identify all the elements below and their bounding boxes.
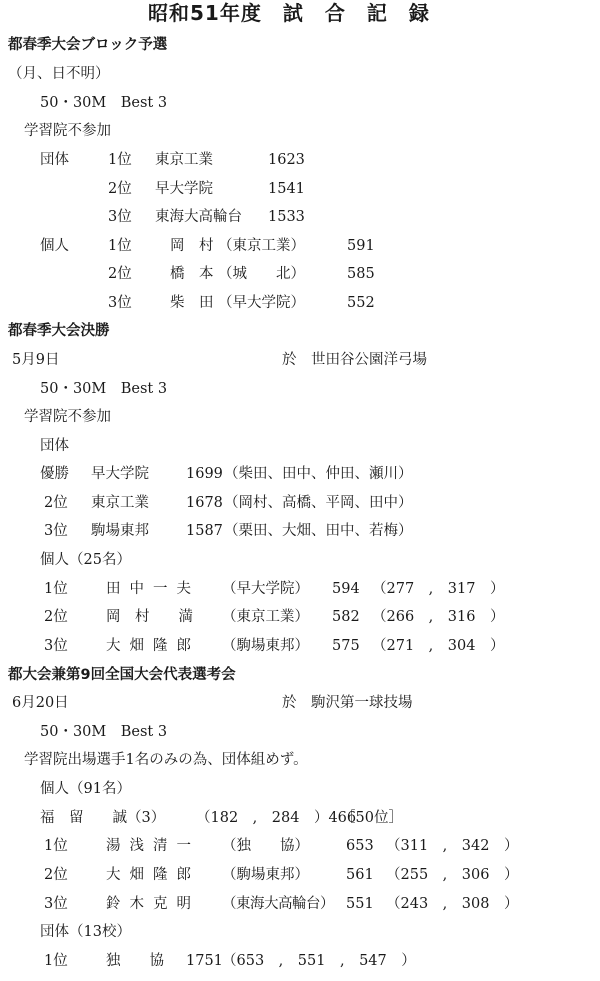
section1-note: 学習院不参加 [24,123,111,139]
section3-venue: 於 駒沢第一球技場 [282,695,413,711]
section2-heading: 都春季大会決勝 [8,323,110,339]
section1-indiv-rank: 3位 [108,295,132,311]
section1-indiv-score: 552 [347,295,375,311]
section2-team-rank: 3位 [44,523,68,539]
section1-indiv-school: （東京工業） [218,238,305,254]
section1-team-name: 東京工業 [155,152,213,168]
section3-indiv-name: 大畑隆郎 [106,867,200,883]
section2-team-score: 1678 [186,495,223,511]
section1-indiv-name: 橋 本 [170,266,214,282]
section1-team-rank: 3位 [108,209,132,225]
section1-indiv-school: （早大学院） [218,295,305,311]
section2-team-rank: 2位 [44,495,68,511]
section1-team-rank: 1位 [108,152,132,168]
section3-indiv-school: （駒場東邦） [222,867,309,883]
section1-indiv-rank: 1位 [108,238,132,254]
section2-indiv-score: 582 [332,609,360,625]
section1-team-score: 1623 [268,152,305,168]
section3-indiv-score: 561 [346,867,374,883]
section3-indiv-score: 653 [346,838,374,854]
section3-team-label: 団体（13校） [40,924,131,940]
section3-indiv-school: （東海大高輪台） [222,896,334,912]
section1-indiv-school: （城 北） [218,266,305,282]
section3-date: 6月20日 [12,695,69,711]
section2-indiv-score: 575 [332,638,360,654]
section1-team-score: 1541 [268,181,305,197]
section2-indiv-label: 個人（25名） [40,552,131,568]
gakushuin-player-place: ［50位］ [341,810,403,826]
section2-team-name: 早大学院 [91,466,149,482]
section2-team-score: 1699 [186,466,223,482]
section2-indiv-school: （駒場東邦） [222,638,309,654]
section2-indiv-detail: （277 , 317 ） [372,581,505,597]
section3-format: 50・30M Best 3 [40,724,168,740]
section2-team-members: （柴田、田中、仲田、瀬川） [224,466,413,482]
section3-team-detail: （653 , 551 , 547 ） [222,953,416,969]
section2-indiv-name: 大畑隆郎 [106,638,200,654]
section2-date: 5月9日 [12,352,60,368]
section3-indiv-score: 551 [346,896,374,912]
section2-note: 学習院不参加 [24,409,111,425]
section2-indiv-score: 594 [332,581,360,597]
section1-team-score: 1533 [268,209,305,225]
section2-indiv-rank: 2位 [44,609,68,625]
section1-indiv-rank: 2位 [108,266,132,282]
section3-indiv-rank: 3位 [44,896,68,912]
section2-format: 50・30M Best 3 [40,381,168,397]
section2-team-name: 駒場東邦 [91,523,149,539]
section3-indiv-school: （独 協） [222,838,309,854]
section1-indiv-name: 岡 村 [170,238,214,254]
section3-indiv-detail: （255 , 306 ） [386,867,519,883]
section2-team-name: 東京工業 [91,495,149,511]
section2-indiv-name: 岡 村 満 [106,609,193,625]
section2-team-members: （栗田、大畑、田中、若梅） [224,523,413,539]
section2-team-label: 団体 [40,438,69,454]
section1-indiv-score: 591 [347,238,375,254]
section2-team-rank: 優勝 [40,466,69,482]
gakushuin-player-detail: （182 , 284 ）466 [196,810,357,826]
section2-team-score: 1587 [186,523,223,539]
section1-indiv-score: 585 [347,266,375,282]
section3-team-score: 1751 [186,953,223,969]
section3-indiv-detail: （311 , 342 ） [386,838,519,854]
section1-indiv-name: 柴 田 [170,295,214,311]
section3-heading: 都大会兼第9回全国大会代表選考会 [8,667,236,683]
section3-indiv-detail: （243 , 308 ） [386,896,519,912]
section2-indiv-school: （東京工業） [222,609,309,625]
section2-indiv-detail: （271 , 304 ） [372,638,505,654]
section3-team-name: 独 協 [106,953,164,969]
section3-indiv-rank: 1位 [44,838,68,854]
section1-team-name: 東海大高輪台 [155,209,242,225]
section3-team-rank: 1位 [44,953,68,969]
section2-indiv-rank: 3位 [44,638,68,654]
section3-indiv-name: 湯浅清一 [106,838,200,854]
section2-indiv-school: （早大学院） [222,581,309,597]
section1-date: （月、日不明） [8,66,110,82]
page-title: 昭和51年度 試 合 記 録 [148,1,430,25]
section1-heading: 都春季大会ブロック予選 [8,37,168,53]
section1-indiv-label: 個人 [40,238,69,254]
section3-note: 学習院出場選手1名のみの為、団体組めず。 [24,752,308,768]
section3-indiv-label: 個人（91名） [40,781,131,797]
gakushuin-player-name: 福 留 誠（3） [40,810,166,826]
section2-indiv-detail: （266 , 316 ） [372,609,505,625]
section1-team-label: 団体 [40,152,69,168]
section1-team-rank: 2位 [108,181,132,197]
section3-indiv-name: 鈴木克明 [106,896,200,912]
section2-indiv-rank: 1位 [44,581,68,597]
section2-indiv-name: 田中一夫 [106,581,200,597]
section3-indiv-rank: 2位 [44,867,68,883]
section1-format: 50・30M Best 3 [40,95,168,111]
section1-team-name: 早大学院 [155,181,213,197]
section2-team-members: （岡村、高橋、平岡、田中） [224,495,413,511]
section2-venue: 於 世田谷公園洋弓場 [282,352,427,368]
